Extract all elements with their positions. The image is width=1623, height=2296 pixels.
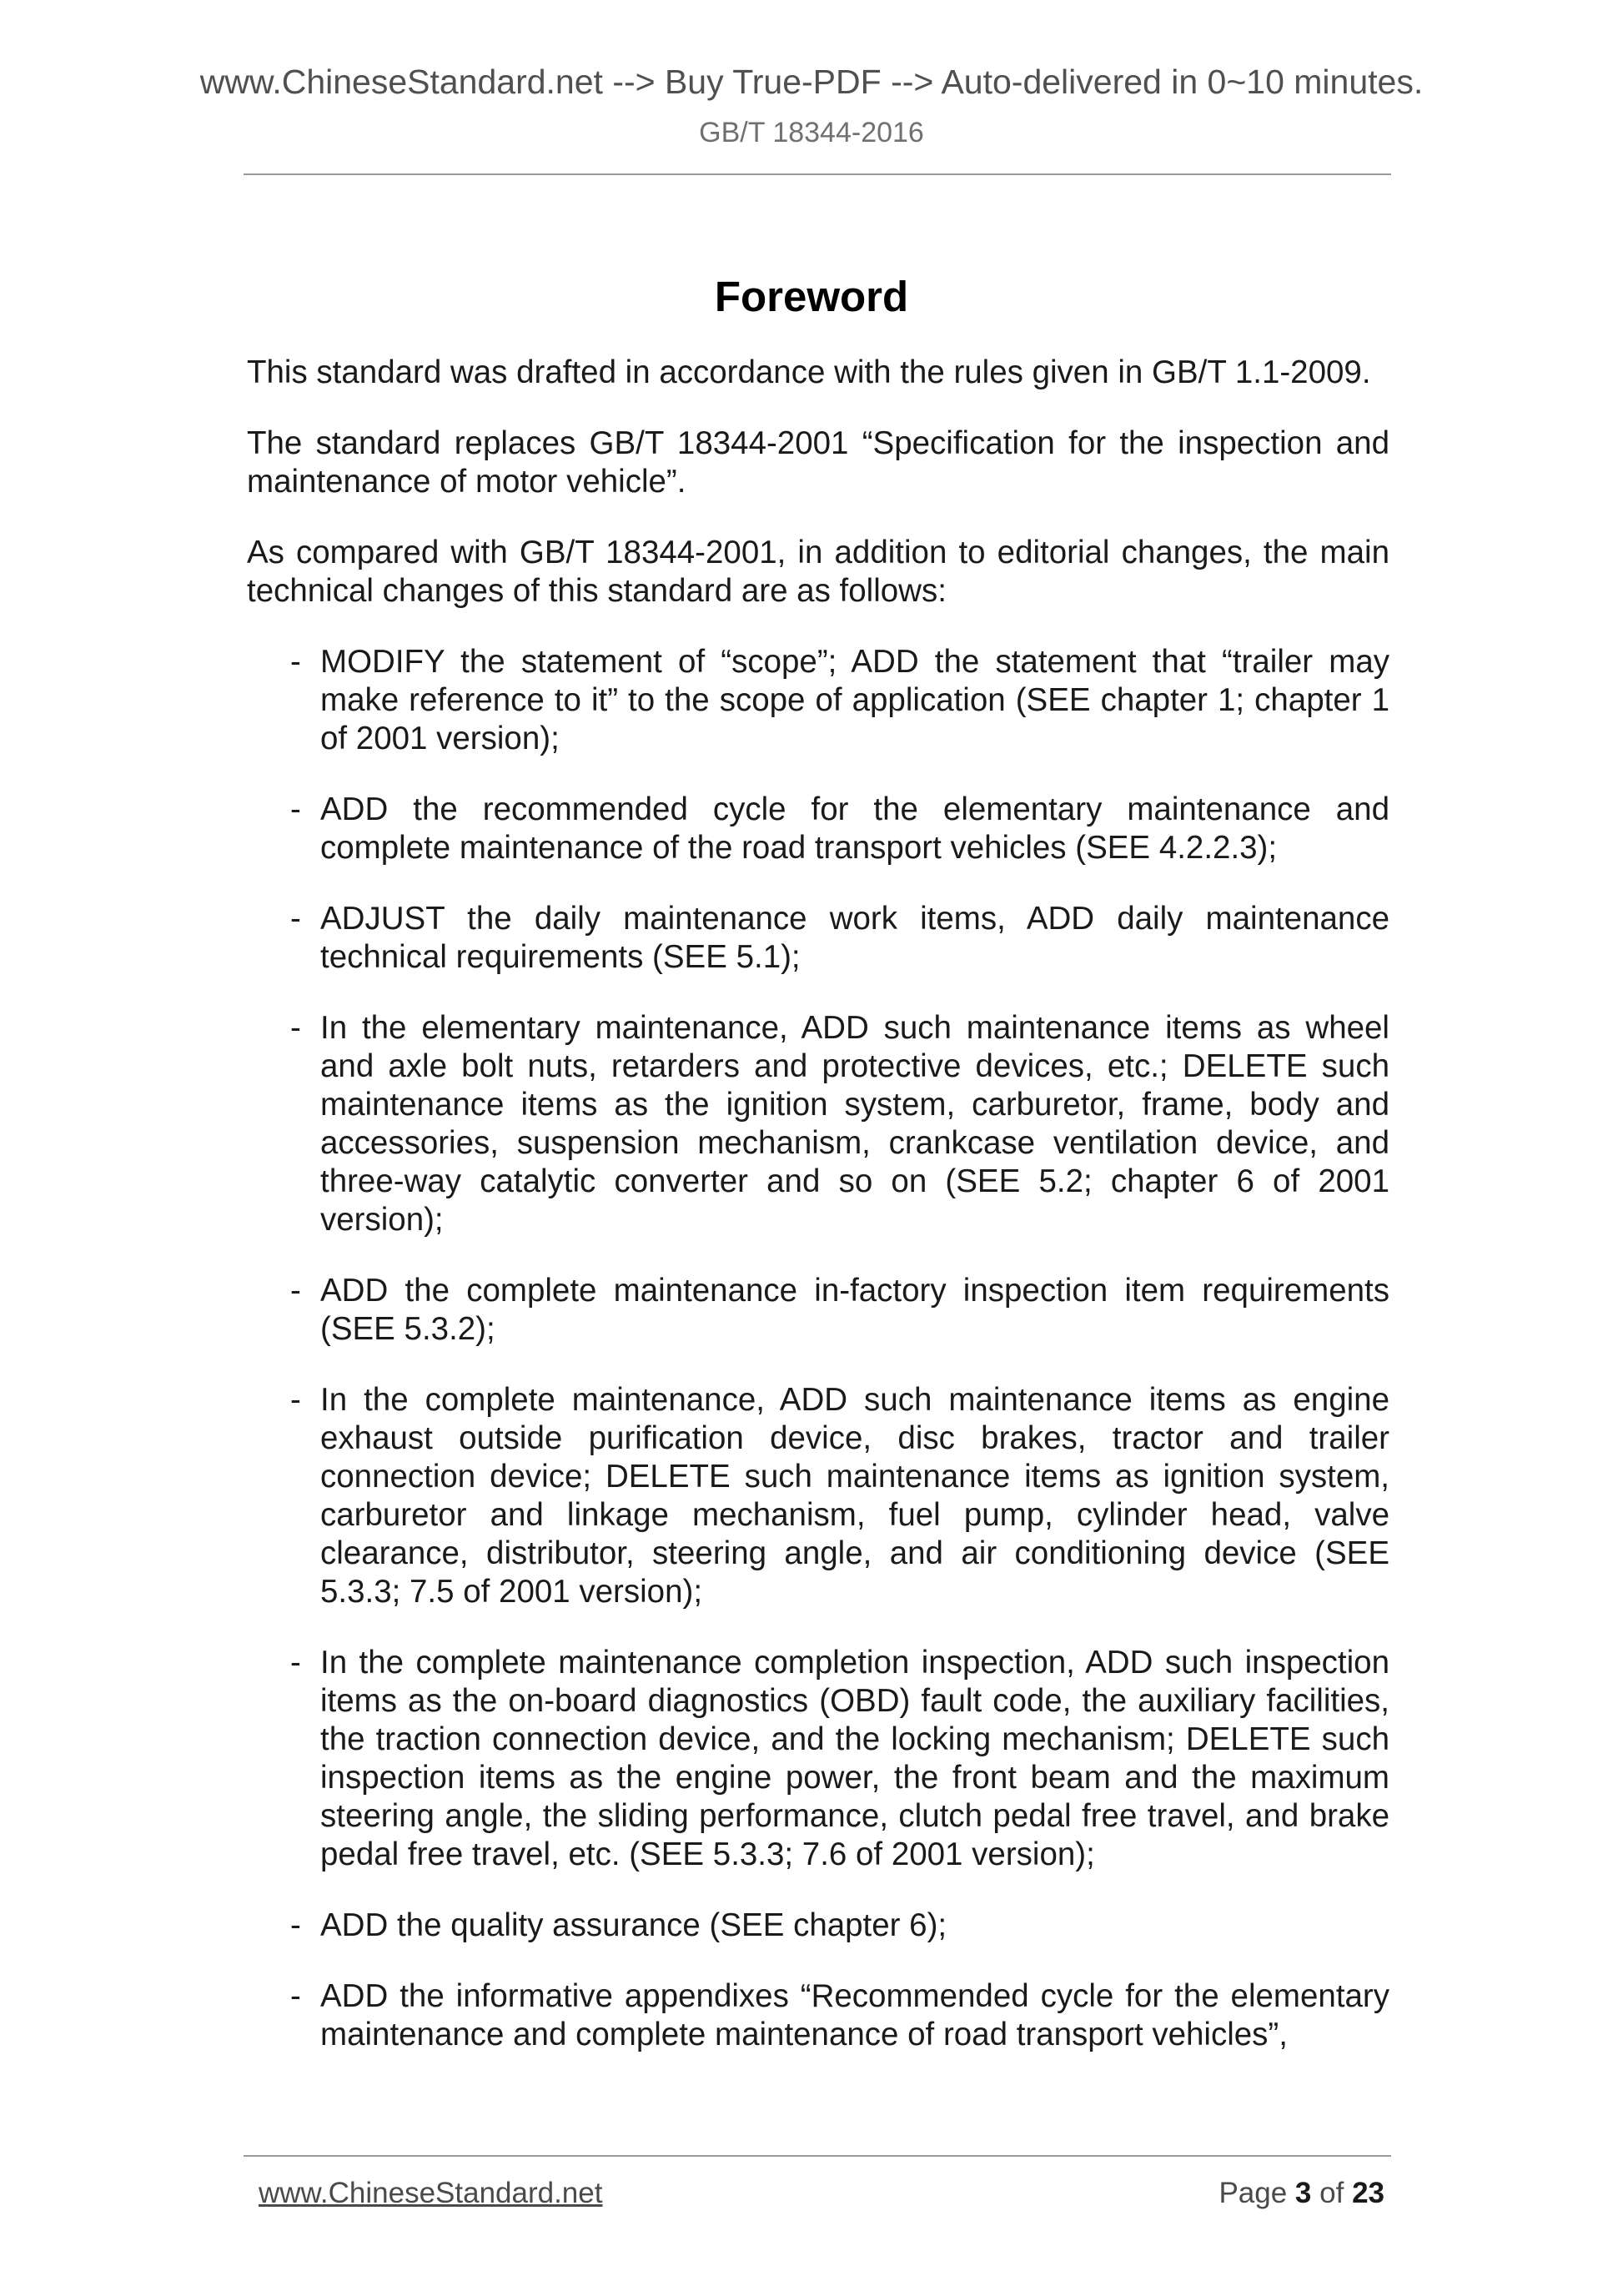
paragraph-changes-intro: As compared with GB/T 18344-2001, in addition to editorial changes, the main technical changes of this standard are as follows: xyxy=(247,535,1389,609)
list-item-text: In the complete maintenance, ADD such maintenance items as engine exhaust outside purification device, disc brakes, tractor and trailer connection device; DELETE such maintenance items as ignition system, carburetor and linkage mechanism, fuel pump, cylinder head, valve clearance, distributor, steering angle, and air conditioning device (SEE 5.3.3; 7.5 of 2001 version); xyxy=(320,1382,1389,1610)
header-divider xyxy=(244,173,1391,175)
paragraph-replaces: The standard replaces GB/T 18344-2001 “Specification for the inspection and maintenance of motor vehicle”. xyxy=(247,425,1389,500)
list-dash: - xyxy=(290,1645,301,1681)
list-dash: - xyxy=(290,1382,301,1418)
list-item-text: In the elementary maintenance, ADD such maintenance items as wheel and axle bolt nuts, retarders and protective devices, etc.; DELETE such maintenance items as the ignition system, carburetor, frame, body and accessories, suspension mechanism, crankcase ventilation device, and three-way catalytic converter and so on (SEE 5.2; chapter 6 of 2001 version); xyxy=(320,1010,1389,1238)
page-indicator xyxy=(1219,2178,1384,2208)
list-dash: - xyxy=(290,1978,301,2014)
list-item xyxy=(290,1644,1389,1874)
list-dash: - xyxy=(290,1010,301,1046)
list-item-text: ADD the informative appendixes “Recommended cycle for the elementary maintenance and complete maintenance of road transport vehicles”, xyxy=(320,1978,1389,2052)
list-item xyxy=(290,1381,1389,1611)
list-item xyxy=(290,1977,1389,2054)
list-item-text: ADD the complete maintenance in-factory inspection item requirements (SEE 5.3.2); xyxy=(320,1273,1389,1347)
page-word: Page xyxy=(1219,2177,1288,2209)
changes-list xyxy=(247,643,1389,2054)
list-dash: - xyxy=(290,901,301,937)
list-item-text: ADJUST the daily maintenance work items, ADD daily maintenance technical requirements (SEE 5.1); xyxy=(320,901,1389,975)
list-item-text: MODIFY the statement of “scope”; ADD the statement that “trailer may make reference to it” to the scope of application (SEE chapter 1; chapter 1 of 2001 version); xyxy=(320,644,1389,756)
list-item xyxy=(290,643,1389,758)
footer-website-link[interactable]: www.ChineseStandard.net xyxy=(259,2177,603,2209)
list-item xyxy=(290,900,1389,977)
page-title: Foreword xyxy=(714,273,909,320)
list-item-text: ADD the quality assurance (SEE chapter 6); xyxy=(320,1907,947,1943)
list-item xyxy=(290,1009,1389,1239)
list-item xyxy=(290,1907,1389,1945)
list-dash: - xyxy=(290,1907,301,1943)
list-dash: - xyxy=(290,644,301,680)
total-page-count: 23 xyxy=(1352,2177,1384,2209)
top-banner-link[interactable]: www.ChineseStandard.net --> Buy True-PDF --> Auto-delivered in 0~10 minutes. xyxy=(199,63,1424,101)
list-item-text: In the complete maintenance completion inspection, ADD such inspection items as the on-board diagnostics (OBD) fault code, the auxiliary facilities, the traction connection device, and the locking mechanism; DELETE such inspection items as the engine power, the front beam and the maximum steering angle, the sliding performance, clutch pedal free travel, and brake pedal free travel, etc. (SEE 5.3.3; 7.6 of 2001 version); xyxy=(320,1645,1389,1872)
of-word: of xyxy=(1319,2177,1344,2209)
current-page-number: 3 xyxy=(1294,2177,1312,2209)
list-dash: - xyxy=(290,791,301,827)
footer-divider xyxy=(244,2155,1391,2157)
document-code: GB/T 18344-2016 xyxy=(699,117,924,148)
document-body xyxy=(247,354,1389,2087)
paragraph-drafting-rules: This standard was drafted in accordance with the rules given in GB/T 1.1-2009. xyxy=(247,354,1371,390)
list-dash: - xyxy=(290,1273,301,1309)
list-item xyxy=(290,791,1389,867)
list-item xyxy=(290,1272,1389,1349)
list-item-text: ADD the recommended cycle for the elementary maintenance and complete maintenance of the road transport vehicles (SEE 4.2.2.3); xyxy=(320,791,1389,866)
